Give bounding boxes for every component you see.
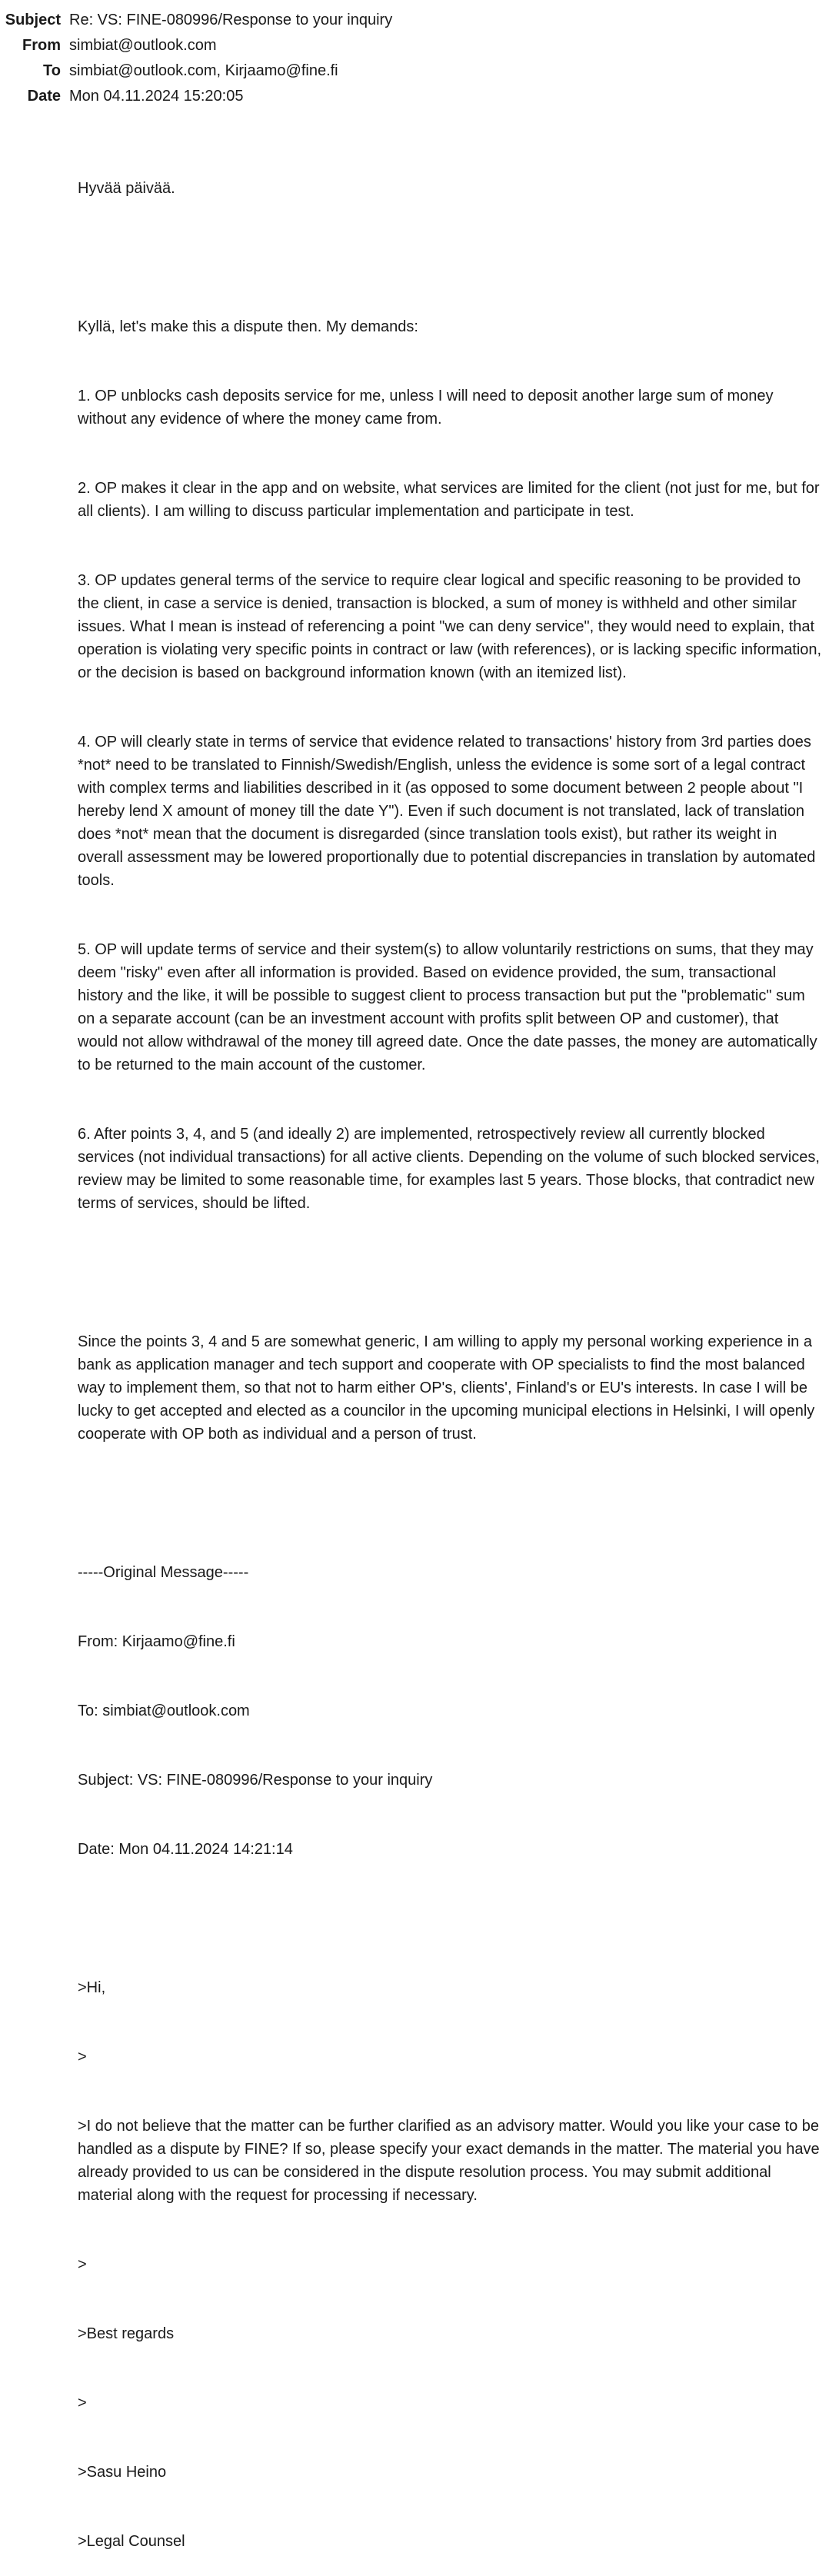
demand-point-5: 5. OP will update terms of service and their system(s) to allow voluntarily restrictions on sums, that they may deem "risky" even after all information is provided. Based on evidence provided, the sum, transactional history and the like, it will be possible to suggest client to process transaction but put the "problematic" sum on a separate account (can be an investment account with profits split between OP and customer), that would not allow withdrawal of the money till agreed date. Once the date passes, the money are automatically to be returned to the main account of the customer. xyxy=(78,941,822,1073)
closing-paragraph: Since the points 3, 4 and 5 are somewhat generic, I am willing to apply my personal working experience in a bank as application manager and tech support and cooperate with OP specialists to find the most balanced way to implement them, so that not to harm either OP's, clients', Finland's or EU's interests. In case I will be lucky to get accepted and elected as a councilor in the upcoming municipal elections in Helsinki, I will openly cooperate with OP both as individual and a person of trust. xyxy=(78,1333,819,1443)
demand-point-4: 4. OP will clearly state in terms of service that evidence related to transactions' history from 3rd parties does *not* need to be translated to Finnish/Swedish/English, unless the evidence is some sort of a legal contract with complex terms and liabilities described in it (as opposed to some document between 2 people about "I hereby lend X amount of money till the date Y"). Even if such document is not translated, lack of translation does *not* mean that the document is disregarded (since translation tools exist), but rather its weight in overall assessment may be lowered proportionally due to potential discrepancies in translation by automated tools. xyxy=(78,734,820,889)
date-value: Mon 04.11.2024 15:20:05 xyxy=(69,88,244,105)
message-headers xyxy=(0,0,829,109)
quoted-line: > xyxy=(78,2395,87,2411)
quoted-line: >Best regards xyxy=(78,2325,175,2342)
demand-point-6: 6. After points 3, 4, and 5 (and ideally 2) are implemented, retrospectively review all currently blocked services (not individual transactions) for all active clients. Depending on the volume of such blocked services, review may be limited to some reasonable time, for examples last 5 years. Those blocks, that contradict new terms of services, should be lifted. xyxy=(78,1126,824,1212)
original-subject: Subject: VS: FINE-080996/Response to your inquiry xyxy=(78,1772,433,1789)
demands-intro: Kyllä, let's make this a dispute then. My demands: xyxy=(78,318,418,335)
quoted-line: >Sasu Heino xyxy=(78,2464,167,2481)
subject-row xyxy=(0,8,829,33)
date-label: Date xyxy=(27,88,61,105)
quoted-line: >I do not believe that the matter can be further clarified as an advisory matter. Would you like your case to be handled as a dispute by FINE? If so, please specify your exact demands in the matter. The material you have already provided to us can be considered in the dispute resolution process. You may submit additional material along with the request for processing if necessary. xyxy=(78,2118,824,2204)
to-label: To xyxy=(43,62,61,79)
quoted-line: >Hi, xyxy=(78,1979,106,1996)
to-value[interactable]: simbiat@outlook.com, Kirjaamo@fine.fi xyxy=(69,62,338,79)
subject-value: Re: VS: FINE-080996/Response to your inquiry xyxy=(69,12,393,28)
from-value[interactable]: simbiat@outlook.com xyxy=(69,37,217,54)
greeting: Hyvää päivää. xyxy=(78,180,175,197)
demand-point-3: 3. OP updates general terms of the service to require clear logical and specific reasoning to be provided to the client, in case a service is denied, transaction is blocked, a sum of money is withheld and other similar issues. What I mean is instead of referencing a point "we can deny service", they would need to explain, that operation is violating very specific points in contract or law (with references), or is lacking specific information, or the decision is based on background information known (with an itemized list). xyxy=(78,572,826,681)
demand-point-1: 1. OP unblocks cash deposits service for me, unless I will need to deposit another large sum of money without any evidence of where the money came from. xyxy=(78,388,778,428)
original-to: To: simbiat@outlook.com xyxy=(78,1702,250,1719)
message-body xyxy=(78,131,826,2576)
date-row xyxy=(0,84,829,109)
to-row xyxy=(0,58,829,84)
original-message-separator: -----Original Message----- xyxy=(78,1564,249,1581)
quoted-line: >Legal Counsel xyxy=(78,2533,185,2550)
quoted-line: > xyxy=(78,2256,87,2273)
subject-label: Subject xyxy=(5,12,61,28)
demand-point-2: 2. OP makes it clear in the app and on website, what services are limited for the client (not just for me, but for all clients). I am willing to discuss particular implementation and participate in test. xyxy=(78,480,824,520)
original-from: From: Kirjaamo@fine.fi xyxy=(78,1633,235,1650)
from-row xyxy=(0,33,829,58)
quoted-line: > xyxy=(78,2048,87,2065)
original-date: Date: Mon 04.11.2024 14:21:14 xyxy=(78,1841,293,1858)
from-label: From xyxy=(22,37,61,54)
